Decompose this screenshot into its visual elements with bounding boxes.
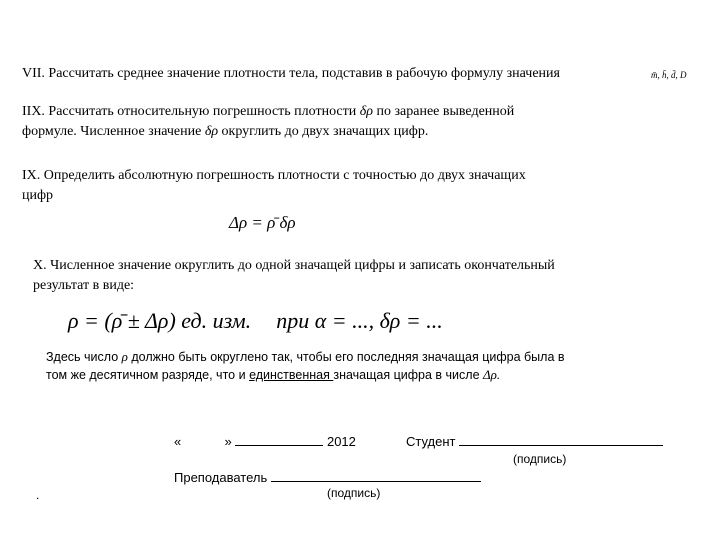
note-text-a: Здесь число [46,350,119,364]
student-line [406,433,663,449]
student-signature-blank[interactable] [459,433,663,446]
section-10-line-2: результат в виде: [33,278,135,293]
note-underlined-word: единственная [249,368,334,382]
delta-rho-symbol: δρ [359,104,373,119]
section-9-line-1: IX. Определить абсолютную погрешность плотности с точностью до двух значащих [22,168,526,183]
note-text-c: том же десятичном разряде, что и [46,368,246,382]
final-result-formula-a: ρ = (ρ̄ ± Δρ) ед. изм. [68,308,252,333]
section-8-line-1 [22,104,514,120]
section-8-text-b: по заранее выведенной [376,104,515,119]
final-result-formula [68,308,443,334]
stray-dot: . [36,488,40,502]
note-line-1 [46,349,565,365]
section-9-line-2: цифр [22,188,54,203]
absolute-error-formula: Δρ = ρ̄ δρ [229,213,296,232]
year: 2012 [326,434,356,449]
teacher-label: Преподаватель [174,470,268,485]
student-label: Студент [406,434,456,449]
teacher-line [174,469,481,485]
delta-rho-symbol-2: δρ [204,124,219,139]
note-text-d: значащая цифра в числе [333,368,480,382]
note-line-2 [46,367,500,383]
section-8-line-2 [22,124,428,140]
student-caption: (подпись) [513,452,567,466]
section-7-vars: m̄, h̄, d̄, D [651,70,687,80]
final-result-formula-b: при α = ..., δρ = ... [276,308,443,333]
teacher-signature-blank[interactable] [271,469,481,482]
rho-symbol: ρ [121,349,128,364]
section-8-text-a: IIX. Рассчитать относительную погрешность плотности [22,104,357,119]
teacher-caption: (подпись) [327,486,381,500]
delta-rho-note: Δρ. [483,367,501,382]
section-7-text: VII. Рассчитать среднее значение плотности тела, подставив в рабочую формулу значения [22,66,560,81]
quote-close: » [224,434,232,449]
date-blank[interactable] [235,433,323,446]
date-line [174,433,356,449]
section-8-text-c: формуле. Численное значение [22,124,202,139]
quote-open: « [174,434,182,449]
section-10-line-1: X. Численное значение округлить до одной значащей цифры и записать окончательный [33,258,555,273]
section-8-text-d: округлить до двух значащих цифр. [221,124,429,139]
note-text-b: должно быть округлено так, чтобы его последняя значащая цифра была в [131,350,565,364]
